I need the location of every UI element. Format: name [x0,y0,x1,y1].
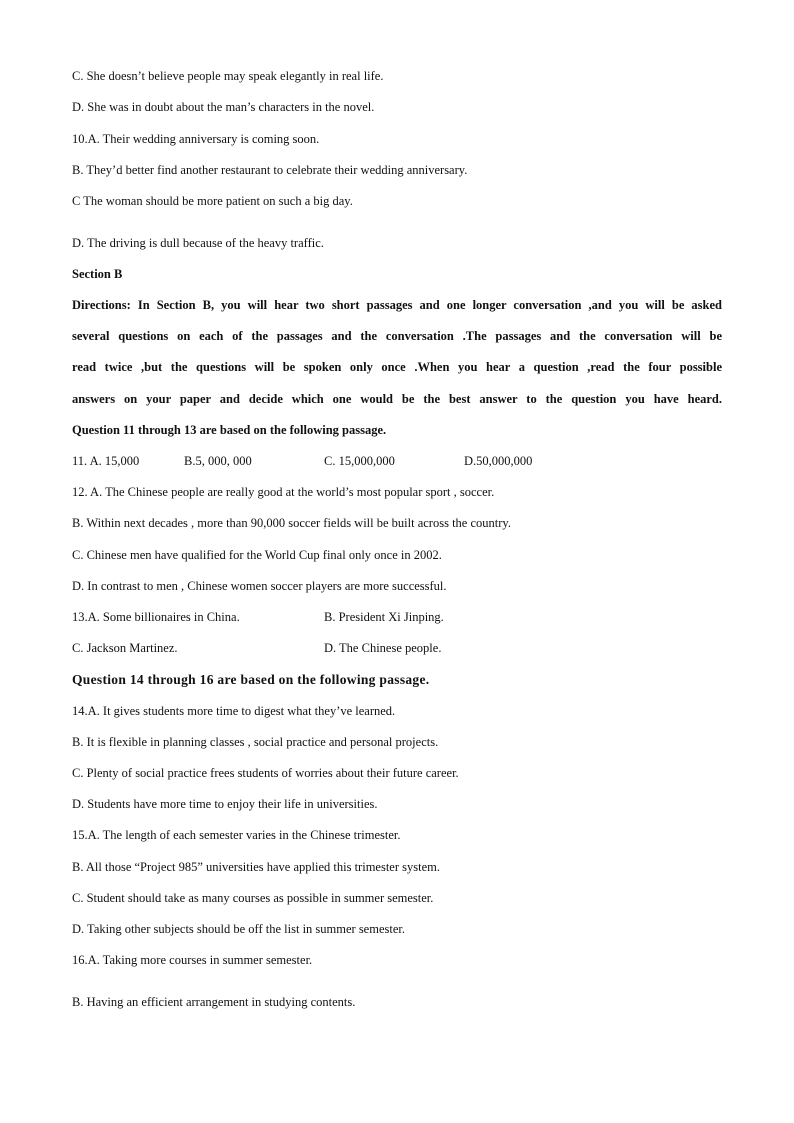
directions-line-4: answers on your paper and decide which one would be the best answer to the question you have heard. [72,392,722,406]
q12-option-d: D. In contrast to men , Chinese women soccer players are more successful. [72,579,447,593]
q11-option-c: C. 15,000,000 [324,454,395,468]
q15-option-c: C. Student should take as many courses as possible in summer semester. [72,891,434,905]
q10-option-b: B. They’d better find another restaurant to celebrate their wedding anniversary. [72,163,468,177]
q9-option-d: D. She was in doubt about the man’s characters in the novel. [72,100,375,114]
directions-line-2: several questions on each of the passages and the conversation .The passages and the conversation will be [72,329,722,343]
q10-option-a: 10.A. Their wedding anniversary is coming soon. [72,132,320,146]
q11-option-d: D.50,000,000 [464,454,533,468]
q13-option-a: 13.A. Some billionaires in China. [72,610,240,624]
directions-line-3: read twice ,but the questions will be spoken only once .When you hear a question ,read the four possible [72,360,722,374]
q10-option-d: D. The driving is dull because of the heavy traffic. [72,236,324,250]
q10-option-c: C The woman should be more patient on such a big day. [72,194,353,208]
q9-option-c: C. She doesn’t believe people may speak elegantly in real life. [72,69,384,83]
q12-option-a: 12. A. The Chinese people are really good at the world’s most popular sport , soccer. [72,485,495,499]
q11-options [72,453,532,469]
q11-option-a: 11. A. 15,000 [72,454,140,468]
q13-option-d: D. The Chinese people. [324,641,442,655]
q13-option-b: B. President Xi Jinping. [324,610,444,624]
q13-option-c: C. Jackson Martinez. [72,641,178,655]
passage-2-intro: Question 14 through 16 are based on the following passage. [72,672,430,687]
q14-option-a: 14.A. It gives students more time to digest what they’ve learned. [72,704,396,718]
q13-options-ab [72,609,444,625]
section-b-heading: Section B [72,267,123,281]
q12-option-b: B. Within next decades , more than 90,000 soccer fields will be built across the country. [72,516,511,530]
q14-option-b: B. It is flexible in planning classes , social practice and personal projects. [72,735,439,749]
q16-option-b: B. Having an efficient arrangement in studying contents. [72,995,356,1009]
directions-line-1: Directions: In Section B, you will hear two short passages and one longer conversation ,and you will be asked [72,298,722,312]
q14-option-d: D. Students have more time to enjoy their life in universities. [72,797,378,811]
q14-option-c: C. Plenty of social practice frees students of worries about their future career. [72,766,459,780]
q12-option-c: C. Chinese men have qualified for the World Cup final only once in 2002. [72,548,442,562]
q15-option-b: B. All those “Project 985” universities have applied this trimester system. [72,860,440,874]
q11-option-b: B.5, 000, 000 [184,454,252,468]
passage-1-intro: Question 11 through 13 are based on the following passage. [72,423,387,437]
q13-options-cd [72,640,441,656]
q15-option-a: 15.A. The length of each semester varies in the Chinese trimester. [72,828,401,842]
q16-option-a: 16.A. Taking more courses in summer semester. [72,953,313,967]
q15-option-d: D. Taking other subjects should be off the list in summer semester. [72,922,405,936]
